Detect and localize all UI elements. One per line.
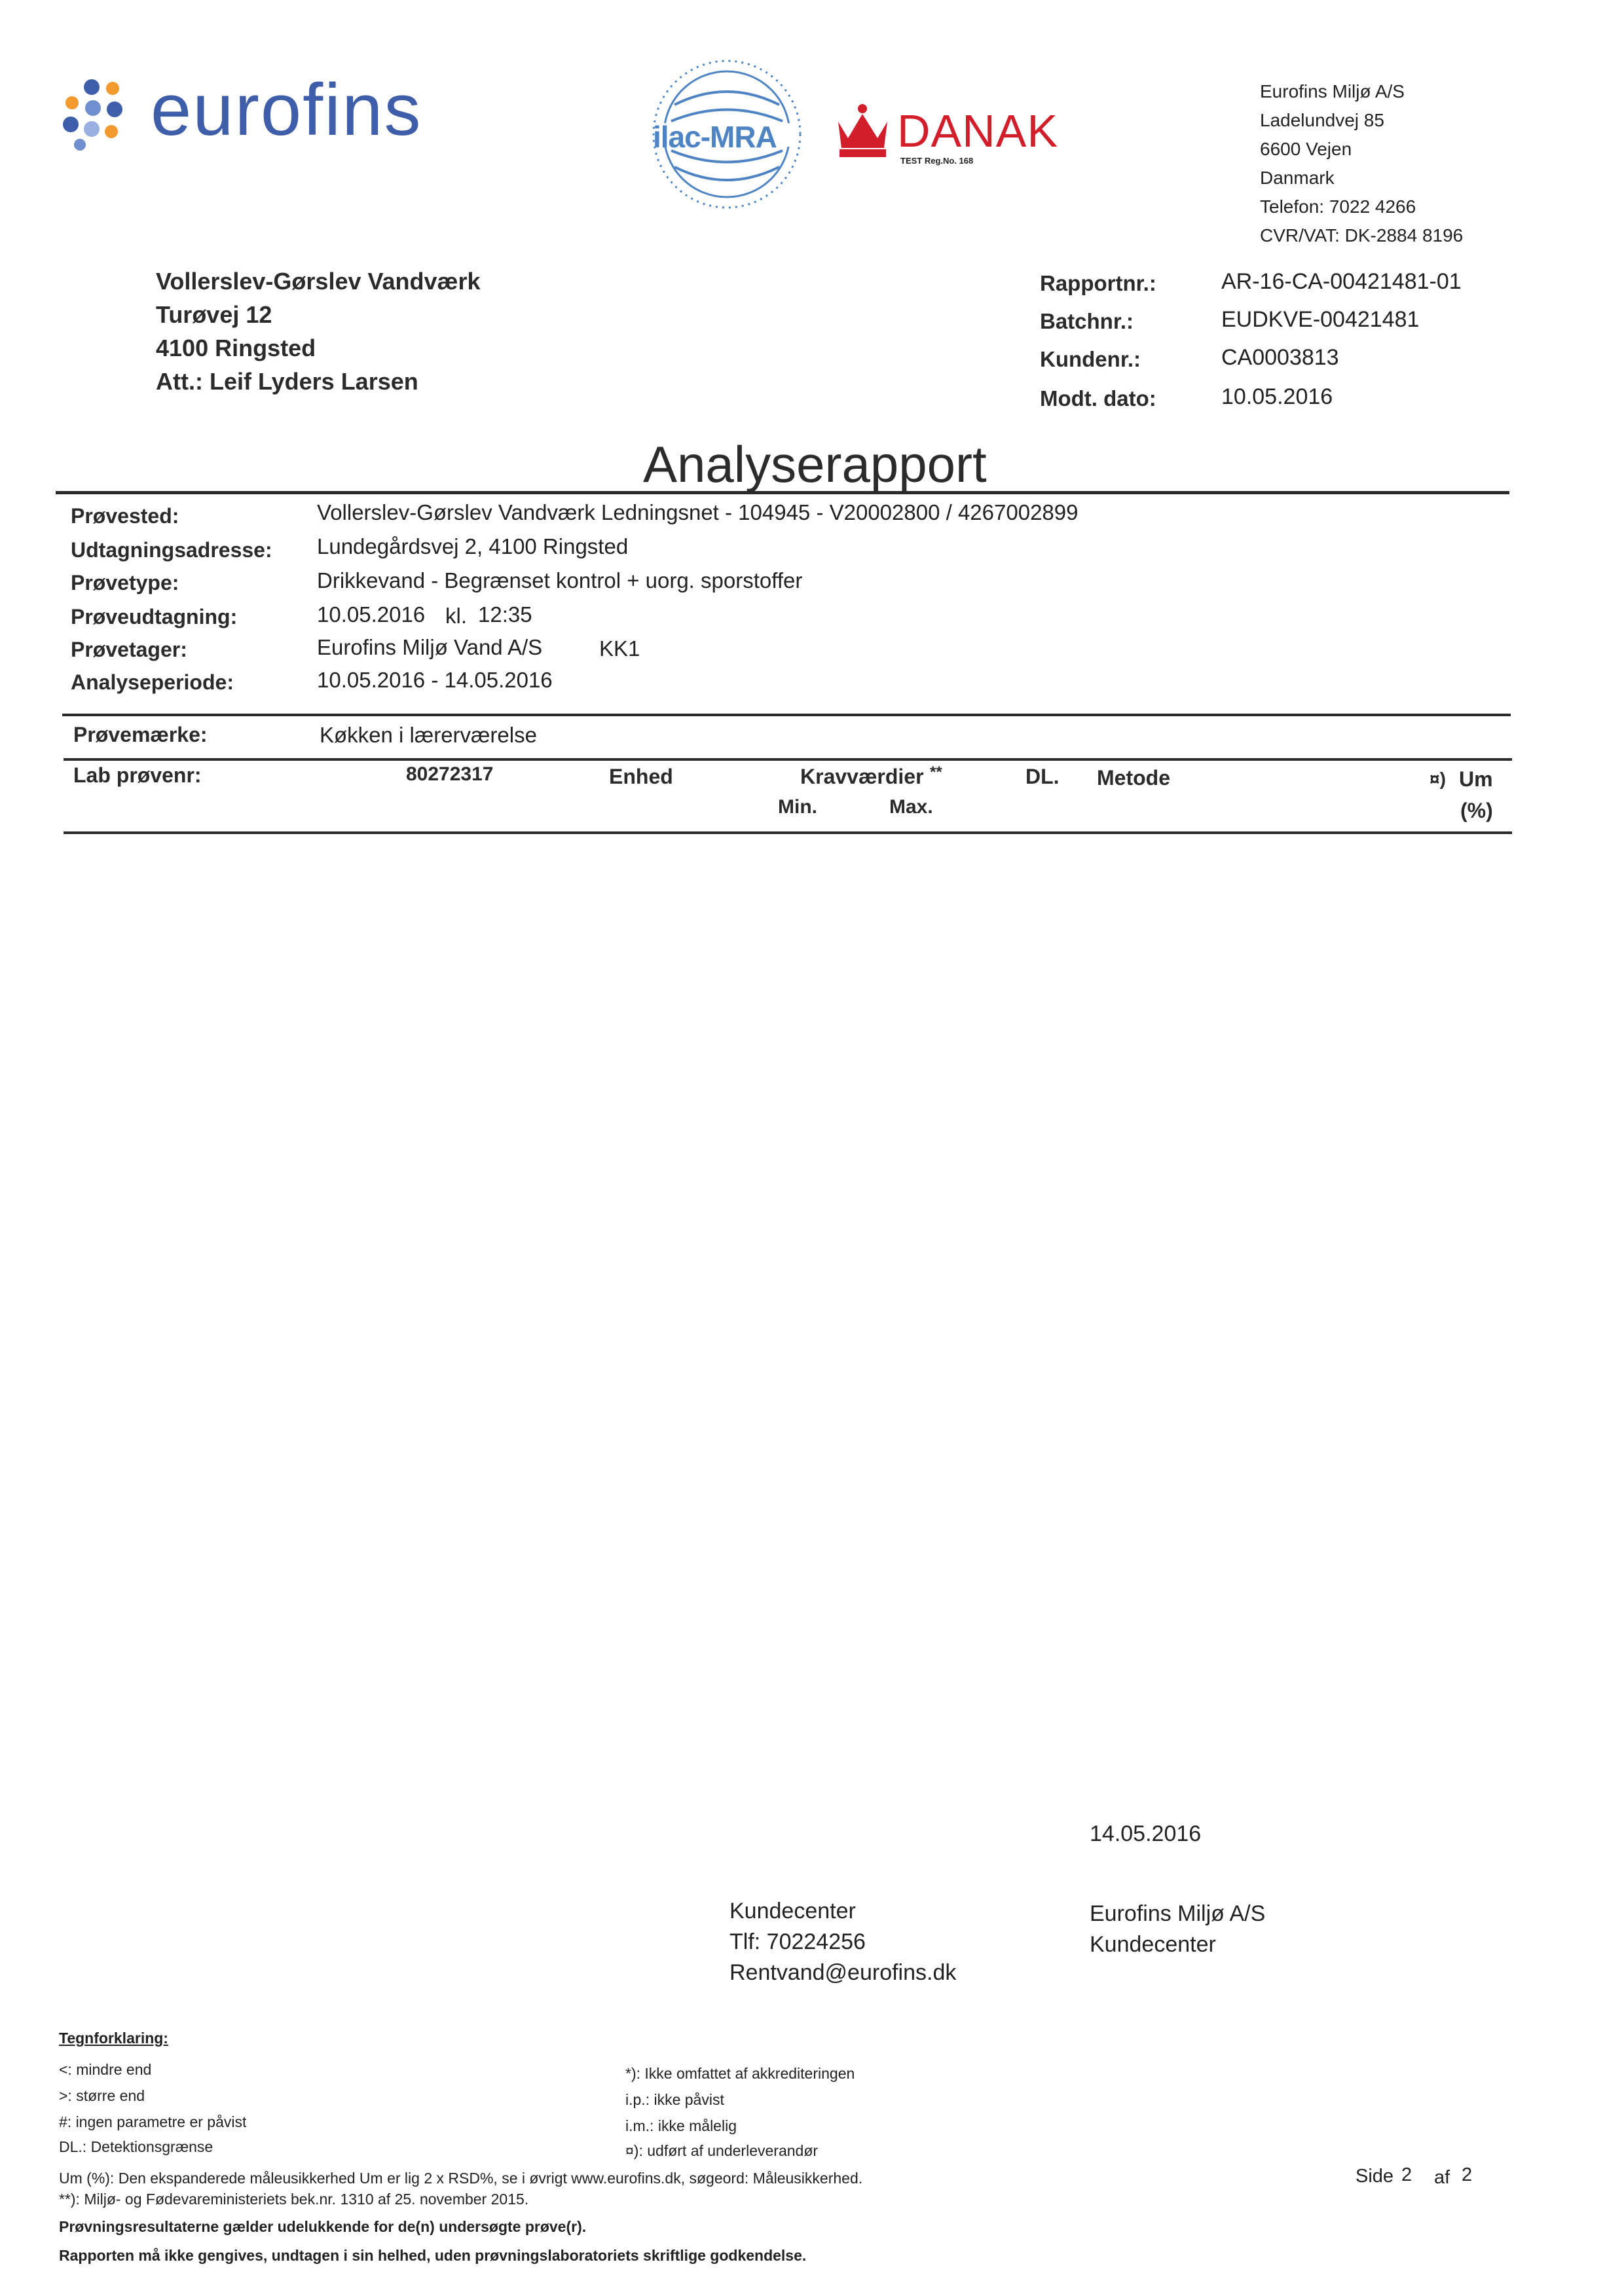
provetager-value: Eurofins Miljø Vand A/S <box>317 635 543 659</box>
page-af-label: af <box>1434 2167 1450 2188</box>
analyseperiode-value: 10.05.2016 - 14.05.2016 <box>317 668 553 692</box>
page-total: 2 <box>1462 2164 1473 2185</box>
lab-provenr-value: 80272317 <box>406 763 494 785</box>
proveudtagning-date: 10.05.2016 <box>317 602 426 627</box>
kravvaerdier-mark: ** <box>930 763 942 781</box>
min-header: Min. <box>778 796 817 818</box>
marking-rule <box>64 758 1512 761</box>
provetype-label: Prøvetype: <box>71 571 179 594</box>
um-mark: ¤) <box>1430 769 1446 789</box>
danak-text: DANAK <box>897 105 1059 156</box>
provested-label: Prøvested: <box>71 504 179 528</box>
provetager-label: Prøvetager: <box>71 638 187 661</box>
kravvaerdier-header: Kravværdier <box>800 765 924 788</box>
sample-rule <box>62 714 1511 716</box>
legend-item: <: mindre end <box>59 2061 152 2078</box>
legend-star-note: **): Miljø- og Fødevareministeriets bek.nr. 1310 af 25. november 2015. <box>59 2191 529 2208</box>
modt-dato-label: Modt. dato: <box>1040 386 1156 410</box>
recipient-line: Turøvej 12 <box>156 301 272 328</box>
danak-logo <box>832 98 1059 170</box>
page-current: 2 <box>1401 2164 1412 2185</box>
kundecenter-phone: Tlf: 70224256 <box>729 1929 866 1954</box>
analyseperiode-label: Analyseperiode: <box>71 670 234 694</box>
legend-title: Tegnforklaring: <box>59 2030 168 2047</box>
legend-reproduction-note: Rapporten må ikke gengives, undtagen i sin helhed, uden prøvningslaboratoriets skriftlige godkendelse. <box>59 2247 807 2264</box>
legend-item: i.m.: ikke målelig <box>625 2117 737 2134</box>
kundenr-label: Kundenr.: <box>1040 347 1141 371</box>
provested-value: Vollerslev-Gørslev Vandværk Ledningsnet - 104945 - V20002800 / 4267002899 <box>317 500 1079 524</box>
report-date: 14.05.2016 <box>1090 1821 1202 1846</box>
provetager-code: KK1 <box>599 636 640 661</box>
udtagningsadresse-label: Udtagningsadresse: <box>71 538 272 562</box>
table-header-rule <box>64 831 1512 834</box>
company-line: CVR/VAT: DK-2884 8196 <box>1260 225 1464 246</box>
company-line: Telefon: 7022 4266 <box>1260 196 1416 217</box>
legend-um-note: Um (%): Den ekspanderede måleusikkerhed Um er lig 2 x RSD%, se i øvrigt www.eurofins.dk, søgeord: Måleusikkerhed. <box>59 2170 863 2187</box>
crown-icon <box>832 102 894 161</box>
signature-company-line: Eurofins Miljø A/S <box>1090 1901 1266 1926</box>
ilac-mra-text: ilac-MRA <box>653 120 777 154</box>
signature-company <box>1090 1899 1265 1960</box>
recipient-line: Vollerslev-Gørslev Vandværk <box>156 268 481 295</box>
recipient-line: 4100 Ringsted <box>156 335 316 361</box>
enhed-header: Enhed <box>609 765 673 788</box>
legend-item: >: større end <box>59 2087 145 2104</box>
ilac-mra-logo <box>645 52 809 216</box>
um-unit-header: (%) <box>1460 799 1493 822</box>
company-line: Ladelundvej 85 <box>1260 110 1384 130</box>
proveudtagning-kl-label: kl. <box>445 604 467 628</box>
eurofins-logo <box>52 62 445 160</box>
um-header: Um <box>1459 767 1493 791</box>
proveudtagning-label: Prøveudtagning: <box>71 605 238 629</box>
legend-item: DL.: Detektionsgrænse <box>59 2138 213 2155</box>
kundenr-value: CA0003813 <box>1221 345 1339 370</box>
rapportnr-label: Rapportnr.: <box>1040 271 1156 295</box>
rapportnr-value: AR-16-CA-00421481-01 <box>1221 269 1462 294</box>
recipient-line: Att.: Leif Lyders Larsen <box>156 368 418 395</box>
kundecenter-contact <box>729 1896 956 1988</box>
eurofins-dots-icon <box>52 62 151 160</box>
batchnr-value: EUDKVE-00421481 <box>1221 307 1420 332</box>
lab-provenr-label: Lab prøvenr: <box>73 763 202 787</box>
legend-validity-note: Prøvningsresultaterne gælder udelukkende for de(n) undersøgte prøve(r). <box>59 2218 587 2235</box>
legend-item: #: ingen parametre er påvist <box>59 2113 247 2130</box>
provemaerke-value: Køkken i lærerværelse <box>320 723 537 747</box>
legend-item: ¤): udført af underleverandør <box>625 2142 819 2159</box>
kundecenter-line: Kundecenter <box>729 1899 856 1923</box>
legend-item: i.p.: ikke påvist <box>625 2091 724 2108</box>
legend-item: *): Ikke omfattet af akkrediteringen <box>625 2065 855 2082</box>
report-title: Analyserapport <box>643 435 987 493</box>
metode-header: Metode <box>1097 766 1170 790</box>
company-line: Danmark <box>1260 168 1335 188</box>
signature-company-line: Kundecenter <box>1090 1932 1216 1957</box>
kundecenter-email: Rentvand@eurofins.dk <box>729 1960 957 1985</box>
provetype-value: Drikkevand - Begrænset kontrol + uorg. sporstoffer <box>317 568 803 592</box>
provemaerke-label: Prøvemærke: <box>73 723 208 746</box>
proveudtagning-time: 12:35 <box>478 602 532 627</box>
company-line: Eurofins Miljø A/S <box>1260 81 1405 101</box>
dl-header: DL. <box>1025 765 1060 788</box>
recipient-address <box>156 264 481 398</box>
danak-reg-text: TEST Reg.No. 168 <box>900 156 974 166</box>
company-line: 6600 Vejen <box>1260 139 1352 159</box>
eurofins-wordmark: eurofins <box>151 69 422 151</box>
batchnr-label: Batchnr.: <box>1040 309 1134 333</box>
company-address <box>1260 77 1463 250</box>
max-header: Max. <box>889 796 933 818</box>
title-rule <box>56 491 1509 494</box>
page-side-label: Side <box>1356 2166 1394 2187</box>
udtagningsadresse-value: Lundegårdsvej 2, 4100 Ringsted <box>317 534 629 558</box>
modt-dato-value: 10.05.2016 <box>1221 384 1333 409</box>
